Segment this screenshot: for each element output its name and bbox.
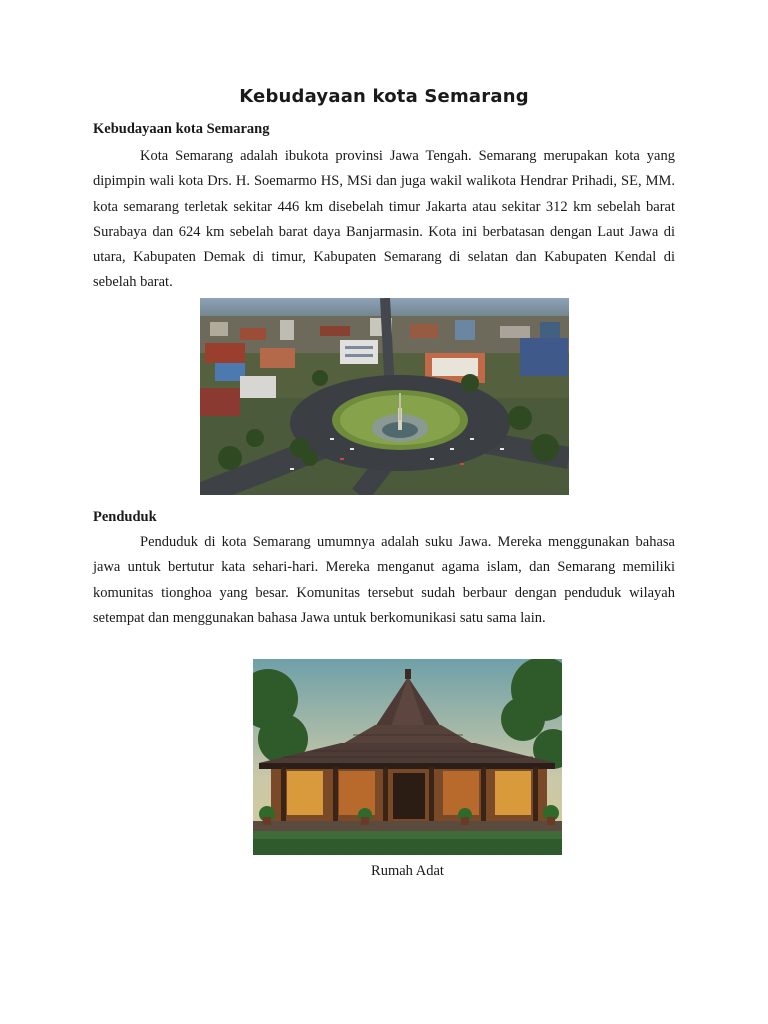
paragraph-text: Kota Semarang adalah ibukota provinsi Jawa Tengah. Semarang merupakan kota yang dipimpin wali kota Drs. H. Soemarmo HS, MSi dan juga wakil walikota Hendrar Prihadi, SE, MM. kota semarang terletak sekitar 446 km disebelah timur Jakarta atau sekitar 312 km sebelah barat Surabaya dan 624 km sebelah barat daya Banjarmasin. Kota ini berbatasan dengan Laut Jawa di utara, Kabupaten Demak di timur, Kabupaten Semarang di selatan dan Kabupaten Kendal di sebelah barat. bbox=[93, 148, 675, 291]
document-title: Kebudayaan kota Semarang bbox=[239, 86, 529, 107]
city-aerial-photo bbox=[200, 298, 569, 495]
section-heading-penduduk: Penduduk bbox=[93, 509, 157, 525]
figure-caption: Rumah Adat bbox=[371, 863, 444, 879]
section-paragraph-kebudayaan bbox=[93, 144, 675, 296]
section-paragraph-penduduk bbox=[93, 530, 675, 631]
paragraph-text: Penduduk di kota Semarang umumnya adalah suku Jawa. Mereka menggunakan bahasa jawa untuk bertutur kata sehari-hari. Mereka menganut agama islam, dan Semarang memiliki komunitas tionghoa yang besar. Komunitas tersebut sudah berbaur dengan penduduk wilayah setempat dan menggunakan bahasa Jawa untuk berkomunikasi satu sama lain. bbox=[93, 534, 675, 626]
rumah-adat-photo bbox=[253, 659, 562, 855]
section-heading-kebudayaan: Kebudayaan kota Semarang bbox=[93, 121, 270, 137]
